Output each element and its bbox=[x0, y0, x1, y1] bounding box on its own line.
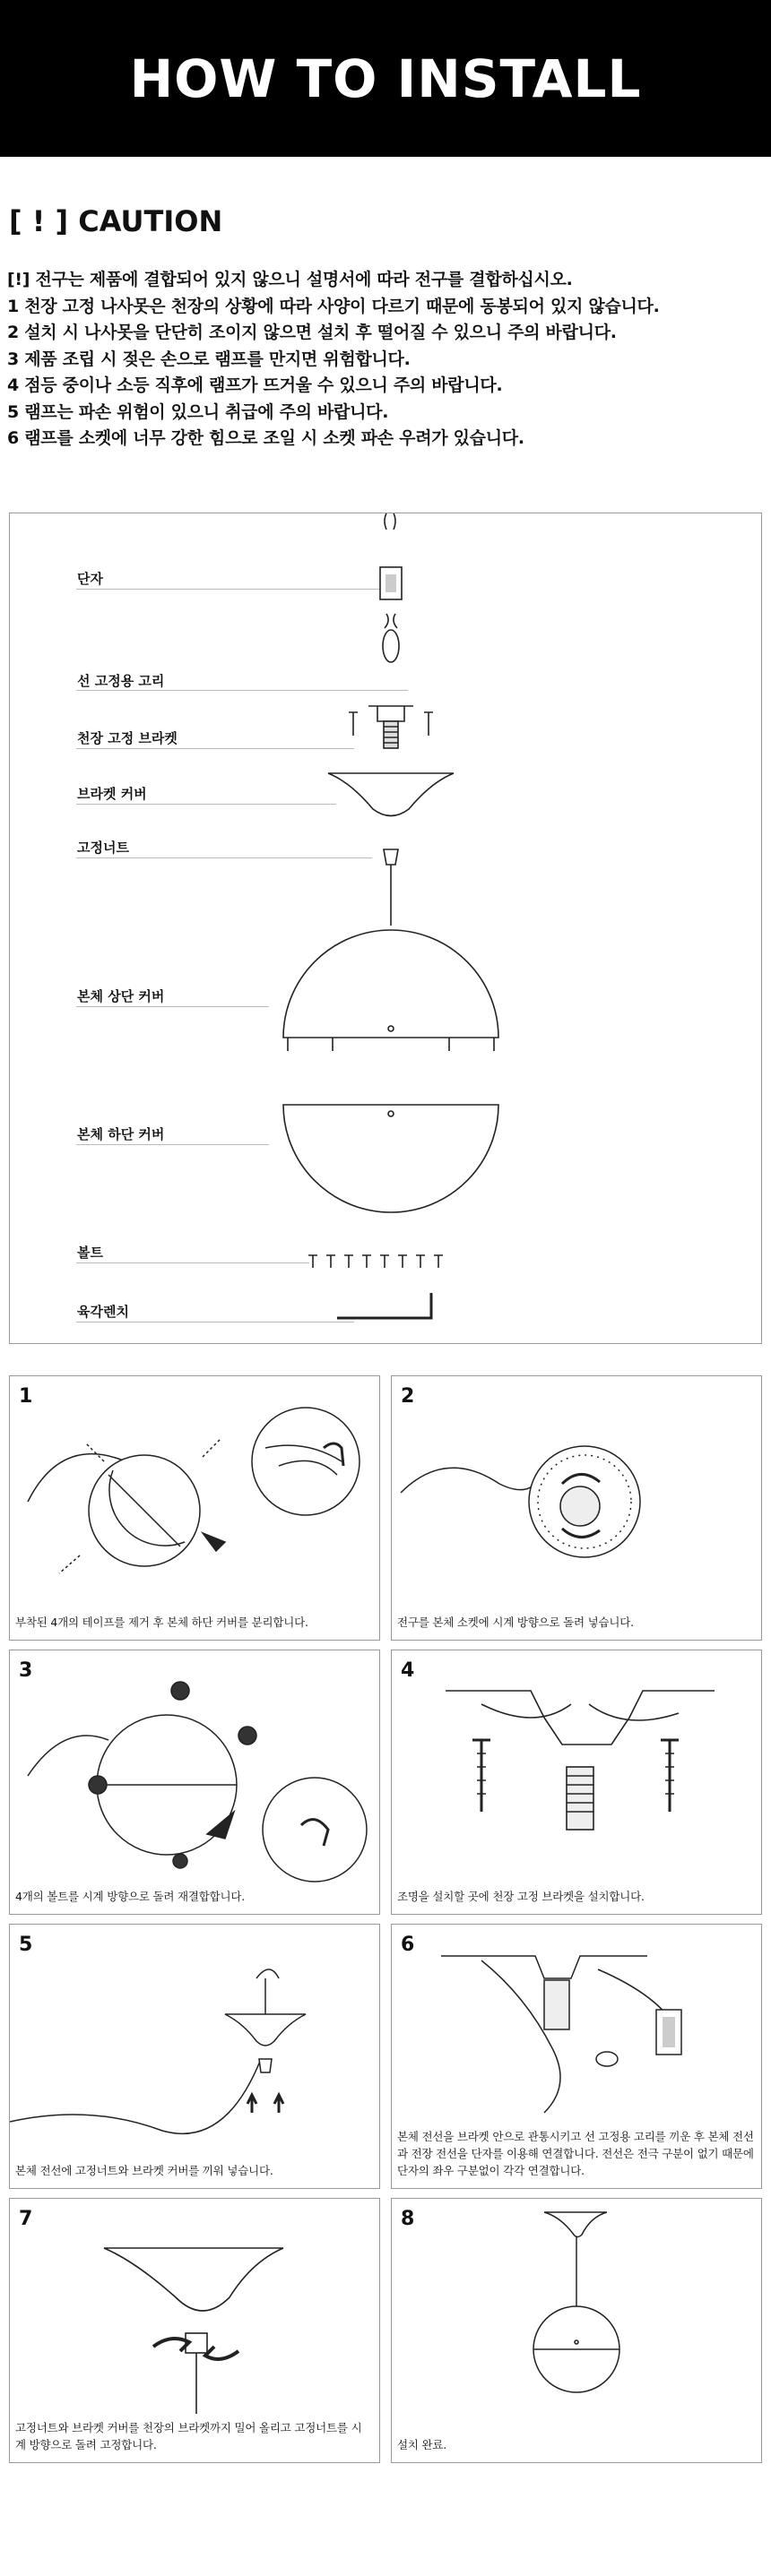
wire-hook bbox=[383, 630, 399, 662]
cord bbox=[401, 1466, 544, 1493]
lower-cover-shape bbox=[283, 1105, 498, 1212]
step-number: 1 bbox=[19, 1385, 33, 1408]
bolt-icon bbox=[89, 1776, 107, 1794]
threaded-rod bbox=[384, 721, 398, 748]
rotate-arrow bbox=[153, 2339, 189, 2351]
detail-circle bbox=[263, 1778, 367, 1882]
threaded-rod bbox=[544, 1980, 569, 2029]
ceiling-bracket bbox=[446, 1691, 715, 1745]
step-number: 8 bbox=[401, 2208, 415, 2230]
caution-title: [ ! ] CAUTION bbox=[9, 204, 223, 238]
ceiling-bracket bbox=[368, 706, 413, 721]
step-2-illustration bbox=[392, 1376, 763, 1641]
bolt-icon bbox=[171, 1682, 189, 1700]
caution-item: 1 천장 고정 나사못은 천장의 상황에 따라 사양이 다르기 때문에 동봉되어 있지 않습니다. bbox=[7, 296, 660, 316]
caution-item: 4 점등 중이나 소등 직후에 램프가 뜨거울 수 있으니 주의 바랍니다. bbox=[7, 375, 503, 395]
step-card-4 bbox=[391, 1650, 762, 1915]
step-caption: 설치 완료. bbox=[397, 2438, 447, 2451]
step-caption: 4개의 볼트를 시계 방향으로 돌려 재결합합니다. bbox=[15, 1890, 246, 1903]
wire-hook bbox=[596, 2052, 618, 2066]
parts-diagram bbox=[9, 513, 762, 1344]
header-banner bbox=[0, 0, 771, 157]
hex-wrench-shape bbox=[337, 1293, 431, 1318]
caution-item: [!] 전구는 제품에 결합되어 있지 않으니 설명서에 따라 전구를 결합하십시오. bbox=[7, 270, 573, 289]
bolt-icon bbox=[238, 1727, 256, 1745]
step-1-illustration bbox=[10, 1376, 381, 1641]
screw-left bbox=[472, 1740, 490, 1812]
step-caption: 전구를 본체 소켓에 시계 방향으로 돌려 넣습니다. bbox=[397, 1615, 634, 1629]
bracket-cover-shape bbox=[104, 2248, 283, 2311]
step-number: 3 bbox=[19, 1659, 33, 1682]
bolts-row bbox=[308, 1255, 443, 1268]
caution-item: 6 램프를 소켓에 너무 강한 힘으로 조일 시 소켓 파손 우려가 있습니다. bbox=[7, 428, 524, 448]
caution-list bbox=[7, 267, 660, 452]
step-number: 7 bbox=[19, 2208, 33, 2230]
fixing-nut-shape bbox=[259, 2059, 272, 2072]
step-number: 4 bbox=[401, 1659, 415, 1682]
part-label-upper-cover: 본체 상단 커버 bbox=[77, 988, 165, 1004]
ceiling-canopy bbox=[544, 2212, 607, 2237]
step-number: 6 bbox=[401, 1934, 415, 1956]
part-label-lower-cover: 본체 하단 커버 bbox=[77, 1126, 165, 1142]
page-title: HOW TO INSTALL bbox=[129, 47, 642, 109]
upper-cover-shape bbox=[283, 930, 498, 1038]
step-card-8 bbox=[391, 2198, 762, 2463]
step-card-1 bbox=[9, 1375, 380, 1641]
cord bbox=[10, 2059, 261, 2133]
part-label-terminal: 단자 bbox=[77, 571, 103, 587]
step-3-illustration bbox=[10, 1650, 381, 1916]
step-caption: 본체 전선을 브라켓 안으로 관통시키고 선 고정용 고리를 끼운 후 본체 전선과 전장 전선을 단자를 이용해 연결합니다. 전선은 전극 구분이 없기 때문에 단자의 좌우 구분없이 각각 연결합니다. bbox=[397, 2130, 754, 2177]
wire-ends bbox=[385, 513, 395, 530]
caution-item: 3 제품 조립 시 젖은 손으로 램프를 만지면 위험합니다. bbox=[7, 349, 411, 369]
screw-left bbox=[349, 712, 358, 736]
arrow-icon bbox=[203, 1533, 225, 1551]
step-8-illustration bbox=[392, 2199, 763, 2464]
ceiling-bracket bbox=[441, 1956, 647, 1978]
part-label-fixing-nut: 고정너트 bbox=[77, 840, 129, 856]
screw-right bbox=[661, 1740, 679, 1812]
bracket-cover-shape bbox=[225, 2014, 306, 2046]
rotate-arrow bbox=[205, 2347, 238, 2359]
cord-top bbox=[256, 1969, 279, 2014]
step-card-3 bbox=[9, 1650, 380, 1915]
step-caption: 본체 전선에 고정너트와 브라켓 커버를 끼워 넣습니다. bbox=[15, 2164, 273, 2177]
step-caption: 부착된 4개의 테이프를 제거 후 본체 하단 커버를 분리합니다. bbox=[15, 1615, 308, 1629]
wires bbox=[481, 1704, 679, 1720]
caution-item: 2 설치 시 나사못을 단단히 조이지 않으면 설치 후 떨어질 수 있으니 주의 바랍니다. bbox=[7, 323, 617, 342]
step-caption: 고정너트와 브라켓 커버를 천장의 브라켓까지 밀어 올리고 고정너트를 시계 방향으로 돌려 고정합니다. bbox=[15, 2421, 362, 2451]
part-label-bolt: 볼트 bbox=[77, 1245, 103, 1261]
bracket-cover-shape bbox=[328, 773, 454, 816]
step-4-illustration bbox=[392, 1650, 763, 1916]
step-card-2 bbox=[391, 1375, 762, 1641]
caution-item: 5 램프는 파손 위험이 있으니 취급에 주의 바랍니다. bbox=[7, 401, 389, 422]
bulb-icon bbox=[560, 1486, 600, 1526]
step-card-7 bbox=[9, 2198, 380, 2463]
cord bbox=[28, 1736, 108, 1776]
part-label-wire-hook: 선 고정용 고리 bbox=[77, 673, 165, 689]
arrow-up-icon bbox=[247, 2095, 283, 2113]
screw-right bbox=[424, 712, 433, 736]
step-number: 2 bbox=[401, 1385, 415, 1408]
step-card-5 bbox=[9, 1924, 380, 2189]
part-label-ceiling-bracket: 천장 고정 브라켓 bbox=[77, 730, 178, 746]
part-label-bracket-cover: 브라켓 커버 bbox=[77, 786, 147, 802]
step-caption: 조명을 설치할 곳에 천장 고정 브라켓을 설치합니다. bbox=[397, 1890, 645, 1903]
step-5-illustration bbox=[10, 1925, 381, 2190]
parts-illustration bbox=[10, 513, 761, 1343]
step-card-6 bbox=[391, 1924, 762, 2189]
fixing-nut-shape bbox=[384, 849, 398, 865]
part-label-hex-wrench: 육각렌치 bbox=[77, 1304, 129, 1320]
bolt-icon bbox=[173, 1854, 187, 1868]
step-number: 5 bbox=[19, 1934, 33, 1956]
